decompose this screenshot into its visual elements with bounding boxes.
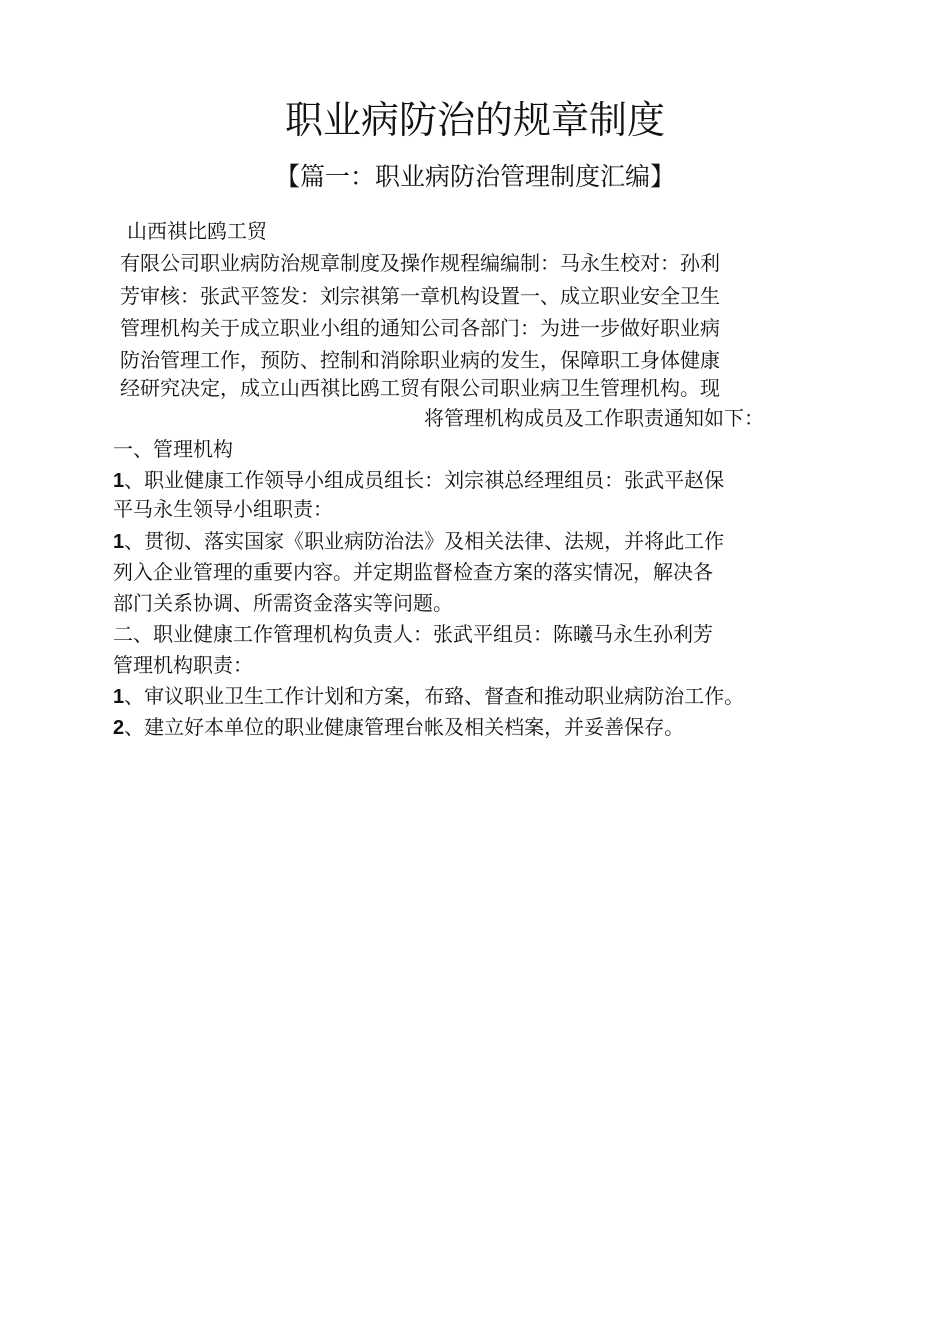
item-text: 、审议职业卫生工作计划和方案，布臵、督查和推动职业病防治工作。	[124, 684, 745, 708]
item-text: 、职业健康工作领导小组成员组长：刘宗祺总经理组员：张武平赵保	[124, 468, 725, 492]
intro-line: 经研究决定，成立山西祺比鸥工贸有限公司职业病卫生管理机构。现	[120, 376, 720, 400]
list-item-continuation: 平马永生领导小组职责：	[113, 497, 333, 521]
list-item-continuation: 列入企业管理的重要内容。并定期监督检查方案的落实情况，解决各	[113, 560, 713, 584]
item-text: 、贯彻、落实国家《职业病防治法》及相关法律、法规，并将此工作	[124, 529, 725, 553]
section-paragraph: 二、职业健康工作管理机构负责人：张武平组员：陈曦马永生孙利芳	[113, 622, 713, 646]
document-title: 职业病防治的规章制度	[284, 98, 665, 142]
item-text: 、建立好本单位的职业健康管理台帐及相关档案，并妥善保存。	[124, 715, 685, 739]
item-number: 1	[113, 470, 125, 492]
list-item	[113, 681, 744, 712]
intro-line: 有限公司职业病防治规章制度及操作规程编编制：马永生校对：孙利	[120, 251, 720, 275]
list-item	[113, 712, 684, 743]
item-number: 1	[113, 686, 125, 708]
intro-line: 山西祺比鸥工贸	[127, 219, 267, 243]
list-item	[113, 526, 724, 557]
section-heading: 一、管理机构	[113, 437, 233, 461]
intro-line: 管理机构关于成立职业小组的通知公司各部门：为进一步做好职业病	[120, 316, 720, 340]
intro-line: 防治管理工作，预防、控制和消除职业病的发生，保障职工身体健康	[120, 348, 720, 372]
intro-line: 将管理机构成员及工作职责通知如下：	[424, 406, 764, 430]
list-item-continuation: 部门关系协调、所需资金落实等问题。	[113, 591, 453, 615]
list-item	[113, 465, 724, 496]
intro-line: 芳审核：张武平签发：刘宗祺第一章机构设置一、成立职业安全卫生	[120, 284, 720, 308]
section-paragraph: 管理机构职责：	[113, 653, 253, 677]
document-subtitle: 【篇一：职业病防治管理制度汇编】	[274, 162, 675, 191]
item-number: 1	[113, 531, 125, 553]
item-number: 2	[113, 717, 125, 739]
